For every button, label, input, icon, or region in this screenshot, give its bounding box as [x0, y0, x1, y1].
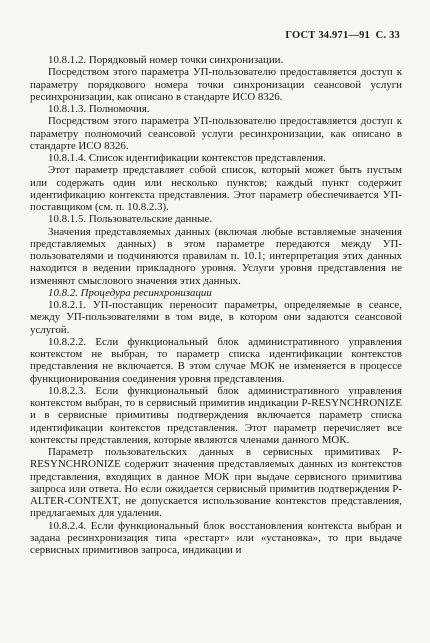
document-body [30, 54, 402, 556]
procedure-heading [30, 287, 402, 299]
paragraph: Параметр пользовательских данных в сервисных примитивах P-RESYNCHRONIZE содержит значения представляемых данных из контекстов представления, входящих в данное МОК при выдаче сервисного примитива запроса или ответа. Но если ожидается сервисный примитив подтверждения P-ALTER-CONTEXT, не допускается использование контекстов представления, предлагаемых для удаления. [30, 446, 402, 520]
paragraph: Этот параметр представляет собой список, который может быть пустым или содержать один или несколько пунктов; каждый пункт содержит идентификацию контекста представления. Этот параметр обеспечивается УП-поставщиком (см. п. 10.8.2.3). [30, 164, 402, 213]
paragraph: 10.8.2.2. Если функциональный блок административного управления контекстом не выбран, то параметр списка идентификации контекстов представления не включается. В этом случае МОК не изменяется в процессе функционирования соединения уровня представления. [30, 335, 402, 385]
section-heading: 10.8.1.5. Пользовательские данные. [48, 213, 213, 226]
paragraph: Посредством этого параметра УП-пользователю предоставляется доступ к параметру порядкового номера точки синхронизации сеансовой услуги ресинхронизации, как описано в стандарте ИСО 8326. [30, 66, 402, 103]
paragraph: Значения представляемых данных (включая любые вставляемые значения представляемых данных) в этом параметре передаются между УП-пользователями и подчиняются правилам п. 10.1; интерпретация этих данных находится в ведении прикладного уровня. Услуги уровня представления не изменяют смыслового значения этих данных. [30, 225, 402, 287]
section-heading: 10.8.1.2. Порядковый номер точки синхронизации. [48, 54, 284, 66]
paragraph: Посредством этого параметра УП-пользователю предоставляется доступ к параметру полномочий сеансовой услуги ресинхронизации, как описано в стандарте ИСО 8326. [30, 115, 402, 152]
paragraph: 10.8.2.3. Если функциональный блок административного управления контекстом выбран, то в сервисный примитив индикации P-RESYNCHRONIZE и в сервисные примитивы подтверждения включается параметр списка идентификации контекстов представления. Этот параметр перечисляет все контексты представления, которые являются членами данного МОК. [30, 384, 402, 446]
page-header [285, 30, 400, 41]
page-number: С. 33 [375, 30, 400, 41]
paragraph: 10.8.2.4. Если функциональный блок восстановления контекста выбран и задана ресинхронизация типа «рестарт» или «установка», то при выдаче сервисных примитивов запроса, индикации и [30, 519, 402, 556]
procedure-title: 10.8.2. Процедура ресинхронизации [48, 286, 212, 299]
paragraph: 10.8.2.1. УП-поставщик переносит параметры, определяемые в сеансе, между УП-пользователями в том виде, в котором они задаются сеансовой услугой. [30, 299, 402, 336]
section-heading: 10.8.1.3. Полномочия. [48, 103, 150, 115]
section-heading: 10.8.1.4. Список идентификации контекстов представления. [48, 152, 326, 164]
standard-number: ГОСТ 34.971—91 [285, 30, 370, 41]
